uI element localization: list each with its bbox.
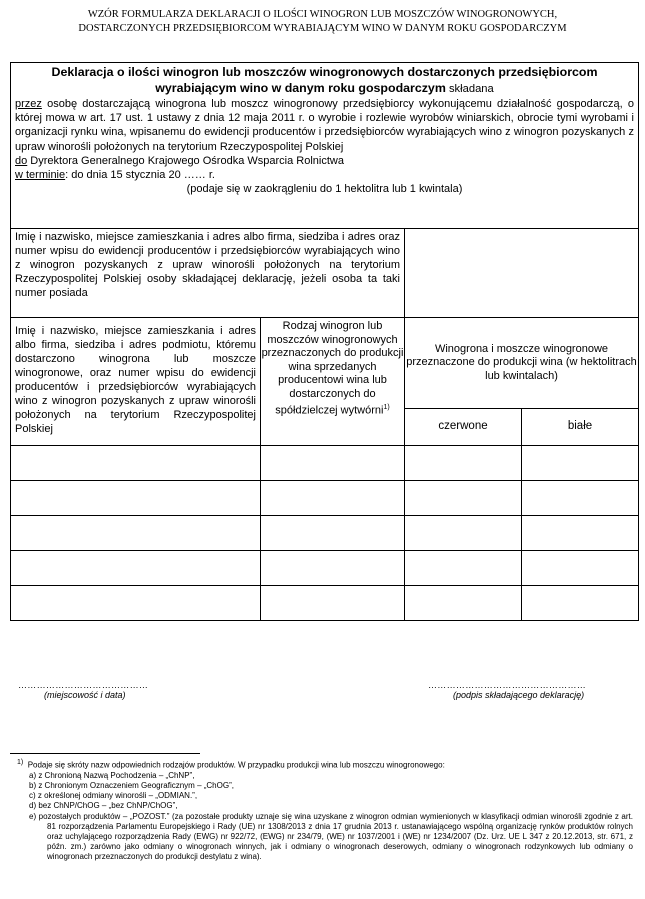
row-2-red[interactable] xyxy=(405,481,522,516)
row-5-white[interactable] xyxy=(522,586,639,621)
row-5-recipient[interactable] xyxy=(11,586,261,621)
table-row xyxy=(11,481,639,516)
footnote-ref: 1) xyxy=(383,404,390,411)
row-1-red[interactable] xyxy=(405,446,522,481)
declarant-field[interactable] xyxy=(405,229,639,318)
declaration-table xyxy=(10,62,639,621)
table-row xyxy=(11,586,639,621)
row-3-white[interactable] xyxy=(522,516,639,551)
row-1-white[interactable] xyxy=(522,446,639,481)
row-3-type[interactable] xyxy=(261,516,405,551)
column-quantity: Winogrona i moszcze winogronowe przeznaczone do produkcji wina (w hektolitrach lub kwintalach) xyxy=(405,318,639,409)
footnote-items xyxy=(17,771,633,863)
submitted-by: przez osobę dostarczającą winogrona lub moszcz winogronowy przedsiębiorcy wykonującemu działalność gospodarczą, o której mowa w art. 17 ust. 1 ustawy z dnia 12 maja 2011 r. o wyrobie i rozlewie wyrobów winiarskich, obrocie tymi wyrobami i organizacji rynku wina, wpisanemu do ewidencji producentów i przedsiębiorców wyrabiających wino z winogron pozyskanych z upraw winorośli położonych na terytorium Rzeczypospolitej Polskiej xyxy=(15,98,635,153)
table-row xyxy=(11,516,639,551)
footnote-item-d: d) bez ChNP/ChOG – „bez ChNP/ChOG”, xyxy=(29,801,178,811)
footnote-item-a: a) z Chronioną Nazwą Pochodzenia – „ChNP”, xyxy=(29,770,195,780)
footnote-separator xyxy=(10,753,200,754)
signature-label: (podpis składającego deklarację) xyxy=(453,690,585,700)
footnotes xyxy=(17,758,633,863)
row-4-white[interactable] xyxy=(522,551,639,586)
signature-dots: …………………………………………… xyxy=(428,680,587,690)
declaration-intro xyxy=(11,63,639,229)
row-5-type[interactable] xyxy=(261,586,405,621)
footnote-item-b: b) z Chronionym Oznaczeniem Geograficznym – „ChOG”, xyxy=(29,781,234,791)
table-row xyxy=(11,551,639,586)
place-date-dots: …………………………………… xyxy=(18,680,149,690)
declaration-title: Deklaracja o ilości winogron lub moszczów winogronowych dostarczonych przedsiębiorcom wyrabiającym wino w danym roku gospodarczym składana xyxy=(51,65,598,95)
table-row xyxy=(11,446,639,481)
column-white: białe xyxy=(522,409,639,446)
declarant-label: Imię i nazwisko, miejsce zamieszkania i adres albo firma, siedziba i adres oraz numer wpisu do ewidencji producentów i przedsiębiorców wyrabiających wino z winogron pozyskanych z upraw winorośli położonych na terytorium Rzeczypospolitej Polskiej osoby składającej deklarację, jeżeli osoba ta taki numer posiada xyxy=(11,229,405,318)
row-2-recipient[interactable] xyxy=(11,481,261,516)
column-recipient: Imię i nazwisko, miejsce zamieszkania i adres albo firma, siedziba i adres podmiotu, któremu dostarczono winogrona lub moszcze winogronowe, oraz numer wpisu do ewidencji producentów i przedsiębiorców wyrabiających wino z winogron pozyskanych z upraw winorośli położonych na terytorium Rzeczypospolitej Polskiej xyxy=(11,318,261,446)
row-2-white[interactable] xyxy=(522,481,639,516)
row-1-recipient[interactable] xyxy=(11,446,261,481)
row-3-red[interactable] xyxy=(405,516,522,551)
footnote-1: $^{1)}$ Podaje się skróty nazw odpowiednich rodzajów produktów. W przypadku produkcji wina lub moszczu winogronowego: xyxy=(17,759,445,770)
form-heading-line-1: WZÓR FORMULARZA DEKLARACJI O ILOŚCI WINOGRON LUB MOSZCZÓW WINOGRONOWYCH, xyxy=(87,9,558,20)
footnote-item-c: c) z określonej odmiany winorośli – „ODMIAN.”, xyxy=(29,791,198,801)
place-date-label: (miejscowość i data) xyxy=(44,690,126,700)
row-4-type[interactable] xyxy=(261,551,405,586)
row-5-red[interactable] xyxy=(405,586,522,621)
column-red: czerwone xyxy=(405,409,522,446)
submitted-to: do Dyrektora Generalnego Krajowego Ośrodka Wsparcia Rolnictwa xyxy=(15,154,344,167)
row-1-type[interactable] xyxy=(261,446,405,481)
row-4-red[interactable] xyxy=(405,551,522,586)
footnote-item-e: e) pozostałych produktów – „POZOST.” (za pozostałe produkty uznaje się wina uzyskane z winogron odmian wymienionych w klasyfikacji odmian winorośli zgodnie z art. 81 rozporządzenia Parlamentu Europejskiego i Rady (UE) nr 1308/2013 z dnia 17 grudnia 2013 r. ustanawiającego wspólną organizację rynków produktów rolnych oraz uchylającego rozporządzenia Rady (EWG) nr 922/72, (EWG) nr 234/79, (WE) nr 1037/2001 i (WE) nr 1234/2007 (Dz. Urz. UE L 347 z 20.12.2013, str. 671, z późn. zm.) zarówno jako odmiany o winogronach winnych, jak i odmiany o winogronach deserowych, odmiany o winogronach rodzynkowych lub odmiany o winogronach przeznaczonych do produkcji destylatu z wina). xyxy=(29,811,633,862)
form-heading-line-2: DOSTARCZONYCH PRZEDSIĘBIORCOM WYRABIAJĄCYM WINO W DANYM ROKU GOSPODARCZYM xyxy=(78,23,567,34)
rounding-note: (podaje się w zaokrągleniu do 1 hektolitra lub 1 kwintala) xyxy=(186,183,463,196)
row-3-recipient[interactable] xyxy=(11,516,261,551)
deadline: w terminie: do dnia 15 stycznia 20 …… r. xyxy=(15,169,215,182)
column-product-type: Rodzaj winogron lub moszczów winogronowych przeznaczonych do produkcji wina sprzedanych producentowi wina lub dostarczonych do spółdzielczej wytwórni$^{1)}$ xyxy=(261,318,405,446)
row-4-recipient[interactable] xyxy=(11,551,261,586)
form-heading xyxy=(0,8,645,36)
row-2-type[interactable] xyxy=(261,481,405,516)
